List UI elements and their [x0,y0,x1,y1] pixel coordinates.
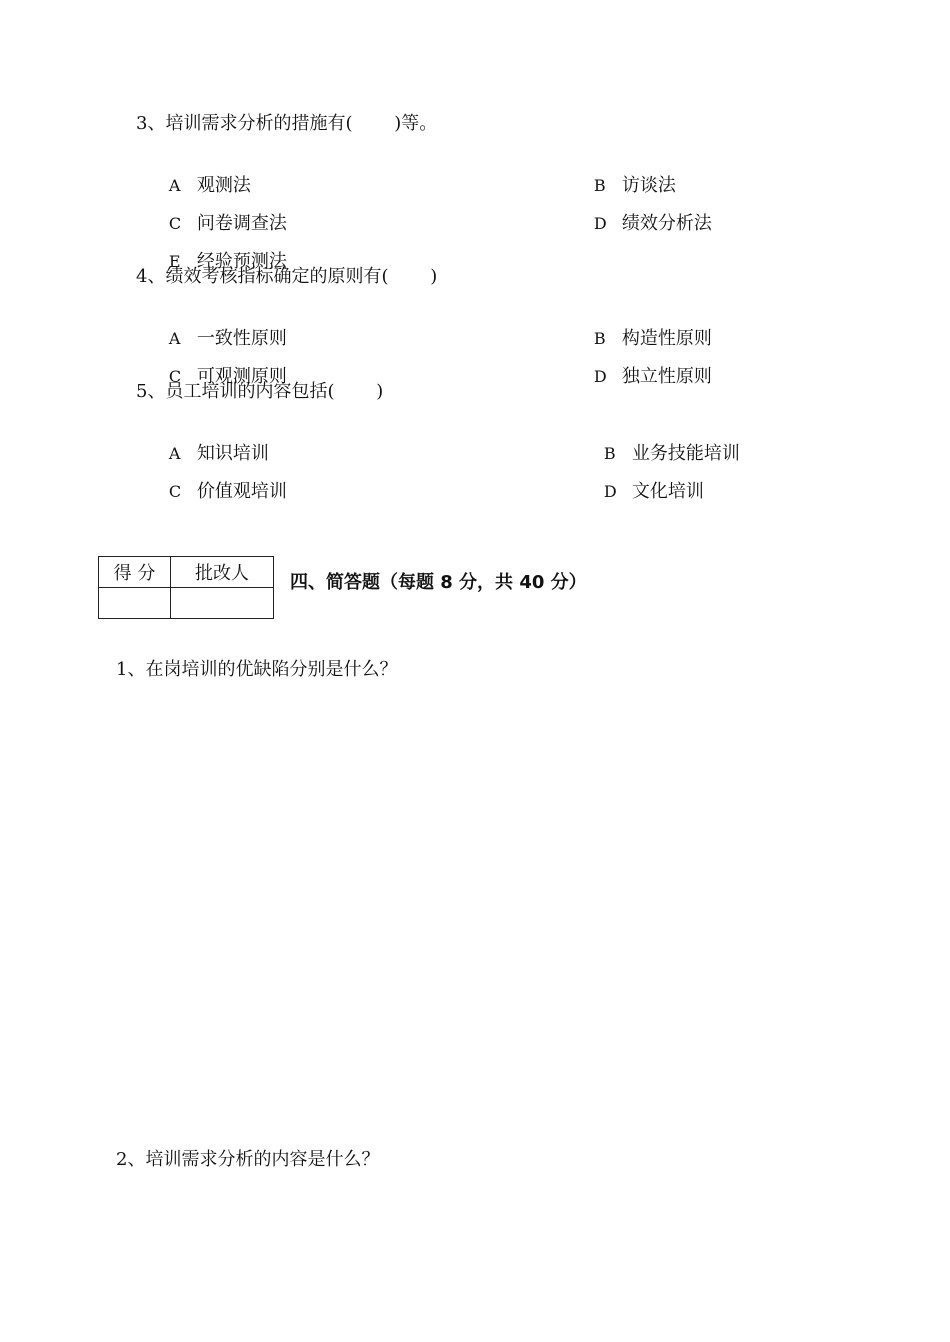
option-letter: B [603,444,616,463]
q5-option-c [146,456,287,528]
grader-cell[interactable] [171,588,274,619]
option-text: 构造性原则 [621,328,712,349]
option-text: 访谈法 [621,175,676,196]
question-4-stem: 4、绩效考核指标确定的原则有( ) [136,266,438,287]
q4-option-d [571,341,712,413]
option-text: 可观测原则 [196,366,287,387]
option-letter: E [168,252,181,271]
option-text: 文化培训 [631,481,704,502]
option-letter: A [168,176,181,195]
option-text: 问卷调查法 [196,213,287,234]
q5-option-d [581,456,704,528]
option-text: 观测法 [196,175,251,196]
option-text: 绩效分析法 [621,213,712,234]
question-5-stem: 5、员工培训的内容包括( ) [136,381,384,402]
option-letter: B [593,176,606,195]
option-letter: C [168,214,182,233]
option-letter: C [168,367,182,386]
score-cell[interactable] [99,588,171,619]
question-3-stem: 3、培训需求分析的措施有( )等。 [136,113,438,134]
option-letter: C [168,482,182,501]
option-text: 独立性原则 [621,366,712,387]
option-text: 一致性原则 [196,328,287,349]
option-text: 业务技能培训 [631,443,740,464]
q3-option-d [571,188,712,260]
option-letter: A [168,444,181,463]
grader-label: 批改人 [171,557,274,588]
section-4-title: 四、简答题（每题 8 分，共 40 分） [290,572,587,593]
option-letter: D [593,367,607,386]
option-text: 价值观培训 [196,481,287,502]
short-answer-question-2: 2、培训需求分析的内容是什么？ [116,1149,380,1170]
option-letter: D [603,482,617,501]
option-text: 经验预测法 [196,251,287,272]
option-text: 知识培训 [196,443,269,464]
option-letter: D [593,214,607,233]
score-table [98,556,274,619]
option-letter: A [168,329,181,348]
score-label: 得 分 [99,557,171,588]
option-letter: B [593,329,606,348]
short-answer-question-1: 1、在岗培训的优缺陷分别是什么？ [116,659,398,680]
